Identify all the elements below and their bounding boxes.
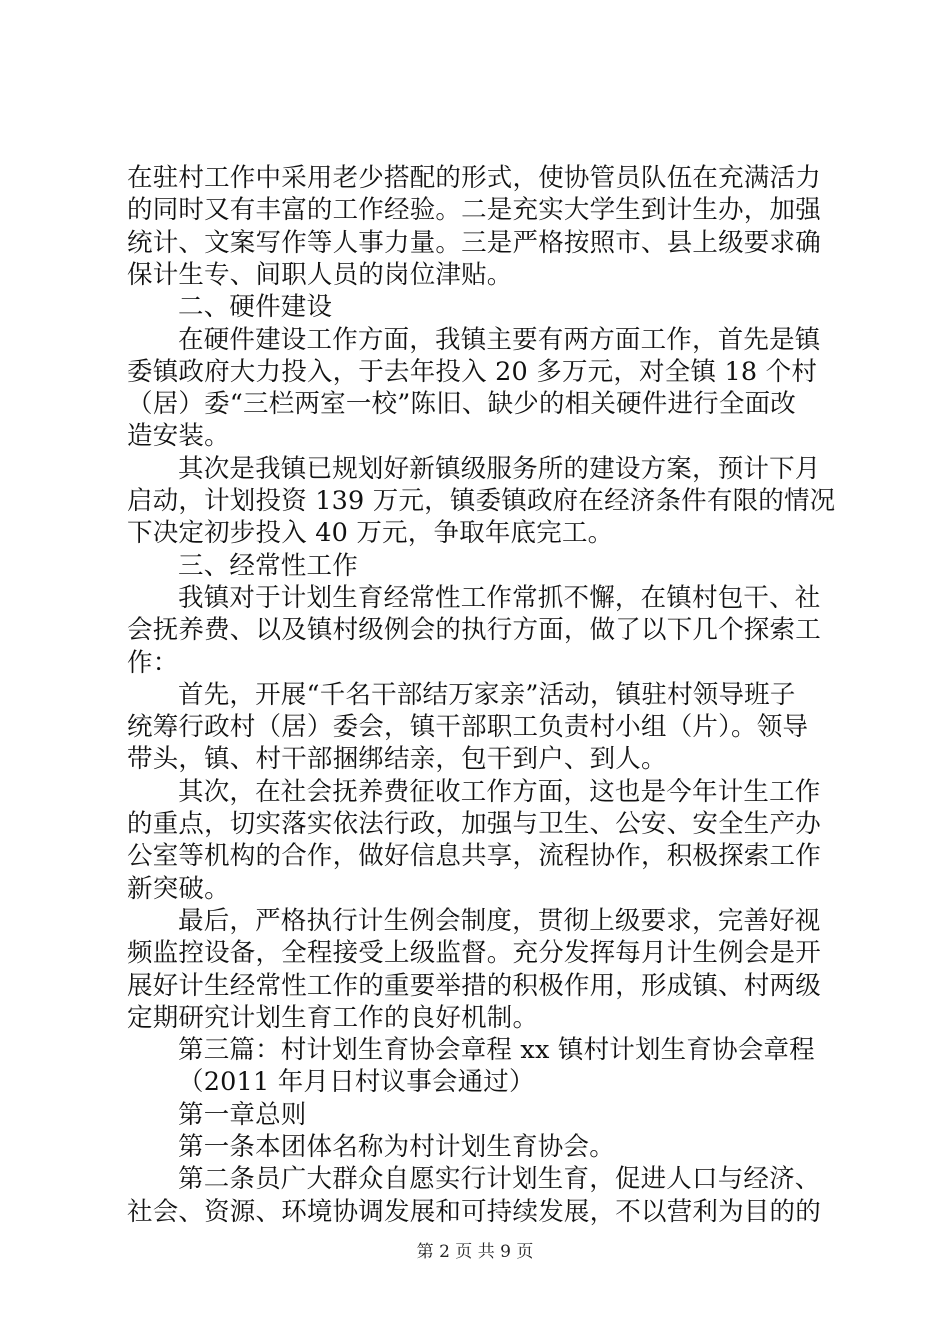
body-text-line: 公室等机构的合作，做好信息共享，流程协作，积极探索工作 bbox=[127, 841, 821, 872]
body-text-line: 下决定初步投入 40 万元，争取年底完工。 bbox=[127, 518, 614, 549]
body-text-line: 作： bbox=[127, 647, 179, 678]
body-text-line: （居）委“三栏两室一校”陈旧、缺少的相关硬件进行全面改 bbox=[127, 389, 796, 420]
body-text-line: 首先，开展“千名干部结万家亲”活动，镇驻村领导班子 bbox=[178, 679, 796, 710]
body-text-line: 在硬件建设工作方面，我镇主要有两方面工作，首先是镇 bbox=[178, 324, 821, 355]
body-text-line: 频监控设备，全程接受上级监督。充分发挥每月计生例会是开 bbox=[127, 938, 821, 969]
body-text-line: 会抚养费、以及镇村级例会的执行方面，做了以下几个探索工 bbox=[127, 615, 821, 646]
body-text-line: 其次是我镇已规划好新镇级服务所的建设方案，预计下月 bbox=[178, 453, 821, 484]
chapter-subtitle: （2011 年月日村议事会通过） bbox=[178, 1067, 535, 1098]
body-text-line: 造安装。 bbox=[127, 421, 230, 452]
body-text-line: 新突破。 bbox=[127, 873, 230, 904]
body-text-line: 统筹行政村（居）委会，镇干部职工负责村小组（片）。领导 bbox=[127, 712, 809, 743]
body-text-line: 其次，在社会抚养费征收工作方面，这也是今年计生工作 bbox=[178, 776, 821, 807]
body-text-line: 的同时又有丰富的工作经验。二是充实大学生到计生办，加强 bbox=[127, 195, 821, 226]
page-number-footer: 第 2 页 共 9 页 bbox=[416, 1242, 534, 1262]
body-text-line: 最后，严格执行计生例会制度，贯彻上级要求，完善好视 bbox=[178, 905, 821, 936]
body-text-line: 统计、文案写作等人事力量。三是严格按照市、县上级要求确 bbox=[127, 227, 821, 258]
chapter-title: 第三篇：村计划生育协会章程 xx 镇村计划生育协会章程 bbox=[178, 1035, 815, 1066]
body-text-line: 的重点，切实落实依法行政，加强与卫生、公安、安全生产办 bbox=[127, 809, 821, 839]
body-text-line: 我镇对于计划生育经常性工作常抓不懈，在镇村包干、社 bbox=[178, 582, 821, 613]
body-text-line: 第二条员广大群众自愿实行计划生育，促进人口与经济、 bbox=[178, 1164, 821, 1195]
body-text-line: 带头，镇、村干部捆绑结亲，包干到户、到人。 bbox=[127, 744, 667, 775]
body-text-line: 展好计生经常性工作的重要举措的积极作用，形成镇、村两级 bbox=[127, 970, 821, 1001]
body-text-line: 第一条本团体名称为村计划生育协会。 bbox=[178, 1132, 615, 1162]
body-text-line: 在驻村工作中采用老少搭配的形式，使协管员队伍在充满活力 bbox=[127, 163, 821, 193]
body-text-line: 社会、资源、环境协调发展和可持续发展，不以营利为目的的 bbox=[127, 1196, 821, 1227]
body-text-line: 启动，计划投资 139 万元，镇委镇政府在经济条件有限的情况 bbox=[127, 486, 836, 516]
body-text-line: 委镇政府大力投入，于去年投入 20 多万元，对全镇 18 个村 bbox=[127, 356, 818, 387]
chapter-heading: 第一章总则 bbox=[178, 1099, 307, 1130]
section-heading: 三、经常性工作 bbox=[178, 550, 358, 581]
body-text-line: 保计生专、间职人员的岗位津贴。 bbox=[127, 259, 513, 290]
section-heading: 二、硬件建设 bbox=[178, 292, 333, 323]
body-text-line: 定期研究计划生育工作的良好机制。 bbox=[127, 1002, 539, 1033]
